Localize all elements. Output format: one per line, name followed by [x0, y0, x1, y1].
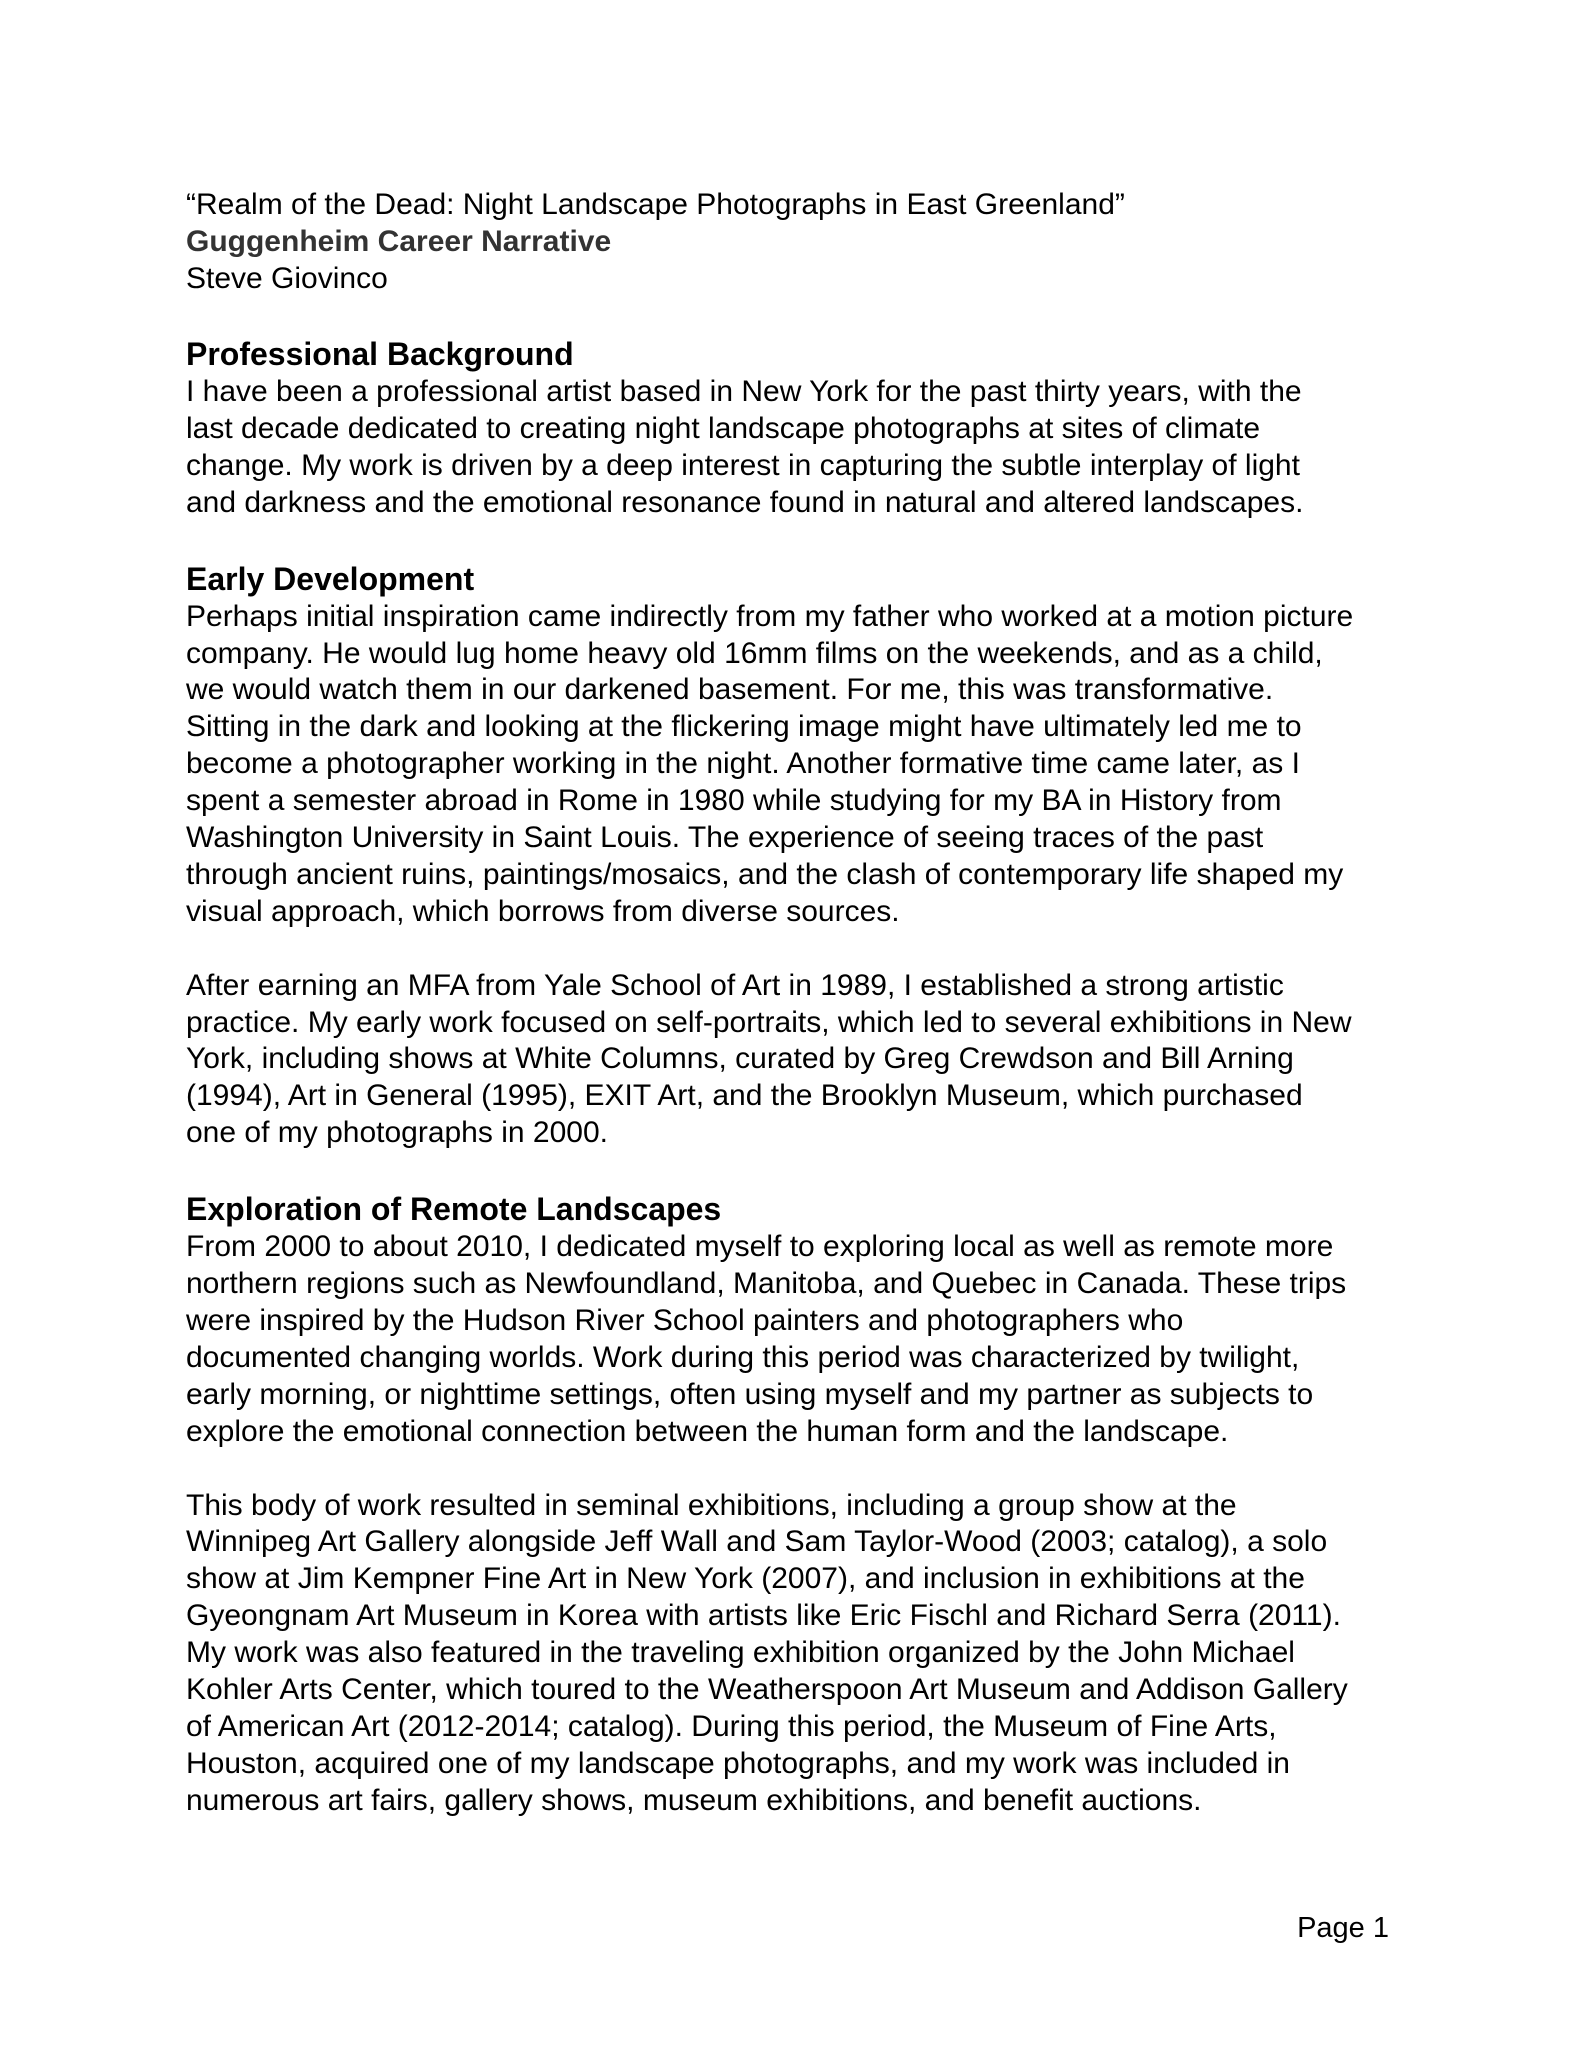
- document-title: “Realm of the Dead: Night Landscape Photographs in East Greenland”: [186, 188, 1125, 221]
- section-heading: Exploration of Remote Landscapes: [186, 1191, 722, 1228]
- section-professional-background: [186, 334, 1400, 522]
- section-exploration-of-remote-landscapes: [186, 1189, 1400, 1819]
- section-early-development: [186, 559, 1400, 1153]
- paragraph: From 2000 to about 2010, I dedicated myself to exploring local as well as remote more northern regions such as Newfoundland, Manitoba, and Quebec in Canada. These trips were inspired by the Hudson River School painters and photographers who documented changing worlds. Work during this period was characterized by twilight, early morning, or nighttime settings, often using myself and my partner as subjects to explore the emotional connection between the human form and the landscape.: [186, 1230, 1347, 1448]
- document-page: [186, 186, 1400, 1820]
- document-author: Steve Giovinco: [186, 262, 388, 295]
- page-number: Page 1: [1297, 1912, 1389, 1944]
- section-heading: Professional Background: [186, 336, 574, 372]
- document-subtitle: Guggenheim Career Narrative: [186, 225, 612, 258]
- paragraph: Perhaps initial inspiration came indirectly from my father who worked at a motion picture company. He would lug home heavy old 16mm films on the weekends, and as a child, we would watch them in our darkened basement. For me, this was transformative. Sitting in the dark and looking at the flickering image might have ultimately led me to become a photographer working in the night. Another formative time came later, as I spent a semester abroad in Rome in 1980 while studying for my BA in History from Washington University in Saint Louis. The experience of seeing traces of the past through ancient ruins, paintings/mosaics, and the clash of contemporary life shaped my visual approach, which borrows from diverse sources.: [186, 599, 1354, 928]
- paragraph: I have been a professional artist based in New York for the past thirty years, with the last decade dedicated to creating night landscape photographs at sites of climate change. My work is driven by a deep interest in capturing the subtle interplay of light and darkness and the emotional resonance found in natural and altered landscapes.: [186, 375, 1304, 519]
- paragraph: This body of work resulted in seminal exhibitions, including a group show at the Winnipeg Art Gallery alongside Jeff Wall and Sam Taylor-Wood (2003; catalog), a solo show at Jim Kempner Fine Art in New York (2007), and inclusion in exhibitions at the Gyeongnam Art Museum in Korea with artists like Eric Fischl and Richard Serra (2011). My work was also featured in the traveling exhibition organized by the John Michael Kohler Arts Center, which toured to the Weatherspoon Art Museum and Addison Gallery of American Art (2012-2014; catalog). During this period, the Museum of Fine Arts, Houston, acquired one of my landscape photographs, and my work was included in numerous art fairs, gallery shows, museum exhibitions, and benefit auctions.: [186, 1488, 1348, 1817]
- paragraph: After earning an MFA from Yale School of Art in 1989, I established a strong artistic practice. My early work focused on self-portraits, which led to several exhibitions in New York, including shows at White Columns, curated by Greg Crewdson and Bill Arning (1994), Art in General (1995), EXIT Art, and the Brooklyn Museum, which purchased one of my photographs in 2000.: [186, 968, 1352, 1150]
- section-heading: Early Development: [186, 560, 475, 597]
